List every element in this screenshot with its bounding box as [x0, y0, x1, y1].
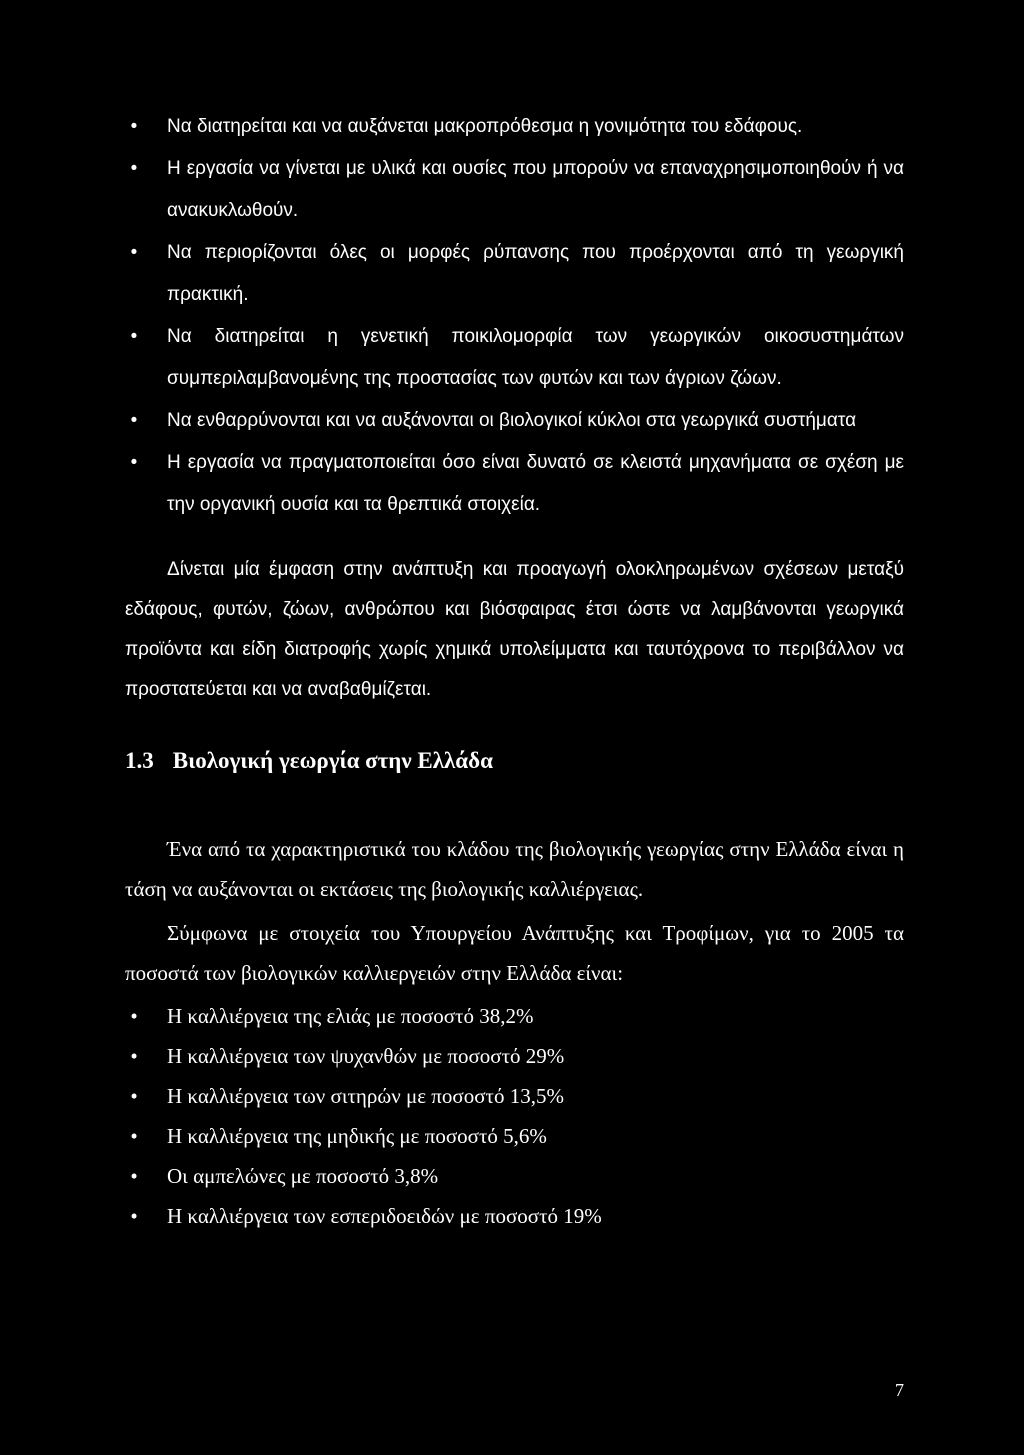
section-title: Βιολογική γεωργία στην Ελλάδα [172, 748, 493, 773]
principles-bullet-list [125, 106, 904, 526]
bullet-icon: • [130, 452, 138, 473]
bullet-icon: • [130, 116, 138, 137]
bullet-icon: • [130, 1204, 138, 1228]
section-heading [125, 748, 493, 774]
bullet-icon: • [130, 1124, 138, 1148]
emphasis-paragraph: Δίνεται μία έμφαση στην ανάπτυξη και προαγωγή ολοκληρωμένων σχέσεων μεταξύ εδάφους, φυτών, ζώων, ανθρώπου και βιόσφαιρας έτσι ώστε να λαμβάνονται γεωργικά προϊόντα και είδη διατροφής χωρίς χημικά υπολείμματα και ταυτόχρονα το περιβάλλον να προστατεύεται και να αναβαθμίζεται. [125, 559, 904, 700]
list-item [125, 316, 904, 400]
list-item-text: Η καλλιέργεια της ελιάς με ποσοστό 38,2% [167, 1004, 534, 1028]
page-number: 7 [895, 1380, 904, 1400]
list-item [125, 232, 904, 316]
list-item-text: Η εργασία να γίνεται με υλικά και ουσίες που μπορούν να επαναχρησιμοποιηθούν ή να ανακυκλωθούν. [167, 158, 904, 221]
list-item [125, 442, 904, 526]
section-number: 1.3 [125, 748, 154, 773]
list-item-text: Να διατηρείται η γενετική ποικιλομορφία των γεωργικών οικοσυστημάτων συμπεριλαμβανομένης της προστασίας των φυτών και των άγριων ζώων. [167, 326, 904, 389]
list-item-text: Να ενθαρρύνονται και να αυξάνονται οι βιολογικοί κύκλοι στα γεωργικά συστήματα [167, 410, 857, 431]
list-item [125, 1156, 904, 1196]
list-item-text: Η καλλιέργεια των σιτηρών με ποσοστό 13,5% [167, 1084, 564, 1108]
bullet-icon: • [130, 1164, 138, 1188]
list-item [125, 148, 904, 232]
bullet-icon: • [130, 326, 138, 347]
bullet-icon: • [130, 1044, 138, 1068]
bullet-icon: • [130, 242, 138, 263]
list-item-text: Να περιορίζονται όλες οι μορφές ρύπανσης που προέρχονται από τη γεωργική πρακτική. [167, 242, 904, 305]
list-item [125, 1116, 904, 1156]
bullet-icon: • [130, 1084, 138, 1108]
list-item-text: Οι αμπελώνες με ποσοστό 3,8% [167, 1164, 439, 1188]
list-item [125, 1076, 904, 1116]
trend-paragraph: Ένα από τα χαρακτηριστικά του κλάδου της βιολογικής γεωργίας στην Ελλάδα είναι η τάση να αυξάνονται οι εκτάσεις της βιολογικής καλλιέργειας. [125, 837, 904, 901]
list-item-text: Η εργασία να πραγματοποιείται όσο είναι δυνατό σε κλειστά μηχανήματα σε σχέση με την οργανική ουσία και τα θρεπτικά στοιχεία. [167, 452, 904, 515]
list-item [125, 400, 904, 442]
list-item [125, 1196, 904, 1236]
list-item-text: Η καλλιέργεια των ψυχανθών με ποσοστό 29% [167, 1044, 565, 1068]
list-item-text: Η καλλιέργεια της μηδικής με ποσοστό 5,6% [167, 1124, 547, 1148]
crops-bullet-list [125, 996, 904, 1236]
list-item-text: Η καλλιέργεια των εσπεριδοειδών με ποσοστό 19% [167, 1204, 602, 1228]
bullet-icon: • [130, 1004, 138, 1028]
list-item [125, 106, 904, 148]
bullet-icon: • [130, 158, 138, 179]
list-item-text: Να διατηρείται και να αυξάνεται μακροπρόθεσμα η γονιμότητα του εδάφους. [167, 116, 803, 137]
statistics-intro-paragraph: Σύμφωνα με στοιχεία του Υπουργείου Ανάπτυξης και Τροφίμων, για το 2005 τα ποσοστά των βιολογικών καλλιεργειών στην Ελλάδα είναι: [125, 921, 904, 985]
bullet-icon: • [130, 410, 138, 431]
list-item [125, 1036, 904, 1076]
list-item [125, 996, 904, 1036]
